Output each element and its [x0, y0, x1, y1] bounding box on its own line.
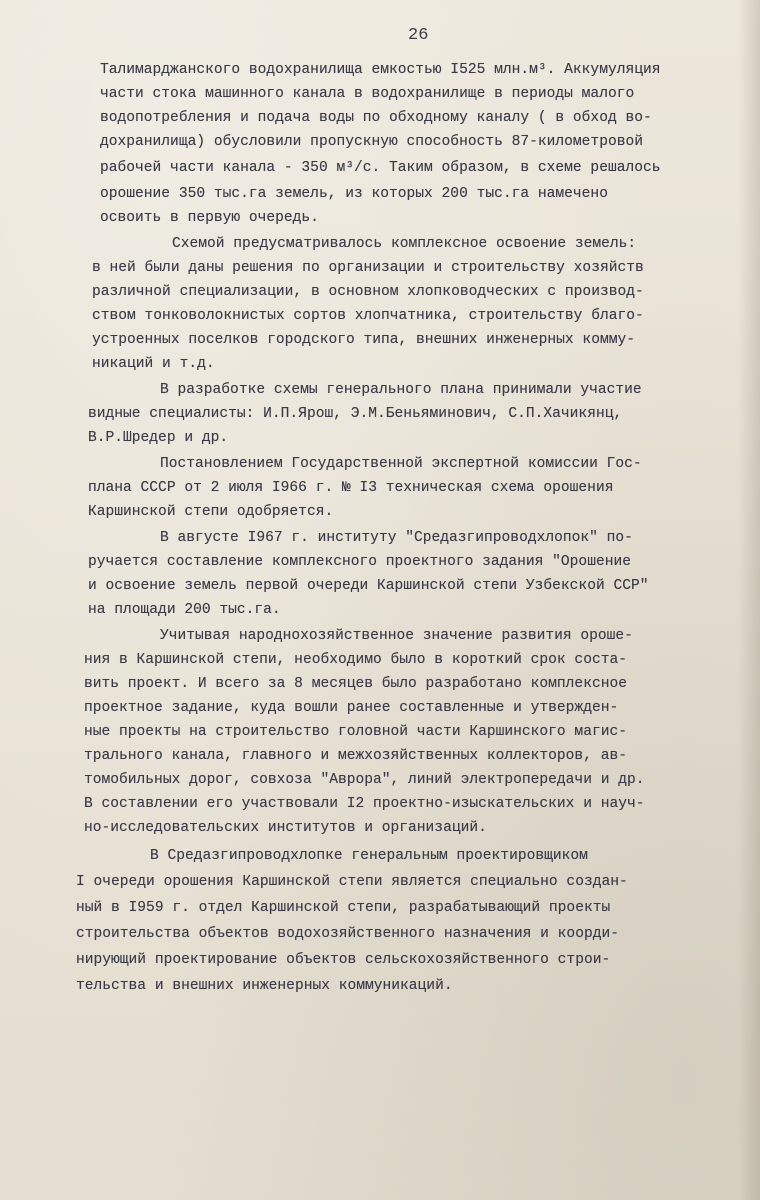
- text-line: В.Р.Шредер и др.: [88, 430, 229, 446]
- text-line: и освоение земель первой очереди Каршинской степи Узбекской ССР": [88, 578, 649, 594]
- text-line: строительства объектов водохозяйственного назначения и коорди-: [76, 926, 619, 942]
- page-edge-shadow: [738, 0, 760, 1200]
- text-line: освоить в первую очередь.: [100, 210, 319, 226]
- text-line: в ней были даны решения по организации и строительству хозяйств: [92, 260, 644, 276]
- text-line: различной специализации, в основном хлопководческих с производ-: [92, 284, 644, 300]
- text-line: видные специалисты: И.П.Ярош, Э.М.Беньяминович, С.П.Хачикянц,: [88, 406, 623, 422]
- text-line: В разработке схемы генерального плана принимали участие: [160, 382, 642, 398]
- text-line: плана СССР от 2 июля I966 г. № I3 техническая схема орошения: [88, 480, 614, 496]
- text-line: ный в I959 г. отдел Каршинской степи, разрабатывающий проекты: [76, 900, 611, 916]
- text-line: ния в Каршинской степи, необходимо было в короткий срок соста-: [84, 652, 627, 668]
- text-line: рабочей части канала - 350 м³/с. Таким образом, в схеме решалось: [100, 160, 661, 176]
- text-line: В августе I967 г. институту "Средазгипроводхлопок" по-: [160, 530, 633, 546]
- text-line: нирующий проектирование объектов сельскохозяйственного строи-: [76, 952, 611, 968]
- text-line: Постановлением Государственной экспертной комиссии Гос-: [160, 456, 642, 472]
- text-line: Талимарджанского водохранилища емкостью I525 млн.м³. Аккумуляция: [100, 62, 661, 78]
- text-line: ручается составление комплексного проектного задания "Орошение: [88, 554, 631, 570]
- text-line: проектное задание, куда вошли ранее составленные и утвержден-: [84, 700, 619, 716]
- text-line: вить проект. И всего за 8 месяцев было разработано комплексное: [84, 676, 627, 692]
- text-line: устроенных поселков городского типа, внешних инженерных комму-: [92, 332, 635, 348]
- text-line: Учитывая народнохозяйственное значение развития ороше-: [160, 628, 633, 644]
- text-line: части стока машинного канала в водохранилище в периоды малого: [100, 86, 635, 102]
- text-line: но-исследовательских институтов и организаций.: [84, 820, 487, 836]
- text-line: на площади 200 тыс.га.: [88, 602, 281, 618]
- text-line: трального канала, главного и межхозяйственных коллекторов, ав-: [84, 748, 627, 764]
- text-line: тельства и внешних инженерных коммуникаций.: [76, 978, 453, 994]
- text-line: Каршинской степи одобряется.: [88, 504, 334, 520]
- text-line: ные проекты на строительство головной части Каршинского магис-: [84, 724, 627, 740]
- text-line: ством тонковолокнистых сортов хлопчатника, строительству благо-: [92, 308, 644, 324]
- text-line: томобильных дорог, совхоза "Аврора", линий электропередачи и др.: [84, 772, 645, 788]
- text-line: В составлении его участвовали I2 проектно-изыскательских и науч-: [84, 796, 645, 812]
- text-line: В Средазгипроводхлопке генеральным проектировщиком: [150, 848, 588, 864]
- text-line: никаций и т.д.: [92, 356, 215, 372]
- text-line: I очереди орошения Каршинской степи является специально создан-: [76, 874, 628, 890]
- page-number: 26: [408, 26, 429, 45]
- text-line: орошение 350 тыс.га земель, из которых 200 тыс.га намечено: [100, 186, 608, 202]
- text-line: дохранилища) обусловили пропускную способность 87-километровой: [100, 134, 643, 150]
- text-line: Схемой предусматривалось комплексное освоение земель:: [172, 236, 637, 252]
- text-line: водопотребления и подача воды по обходному каналу ( в обход во-: [100, 110, 652, 126]
